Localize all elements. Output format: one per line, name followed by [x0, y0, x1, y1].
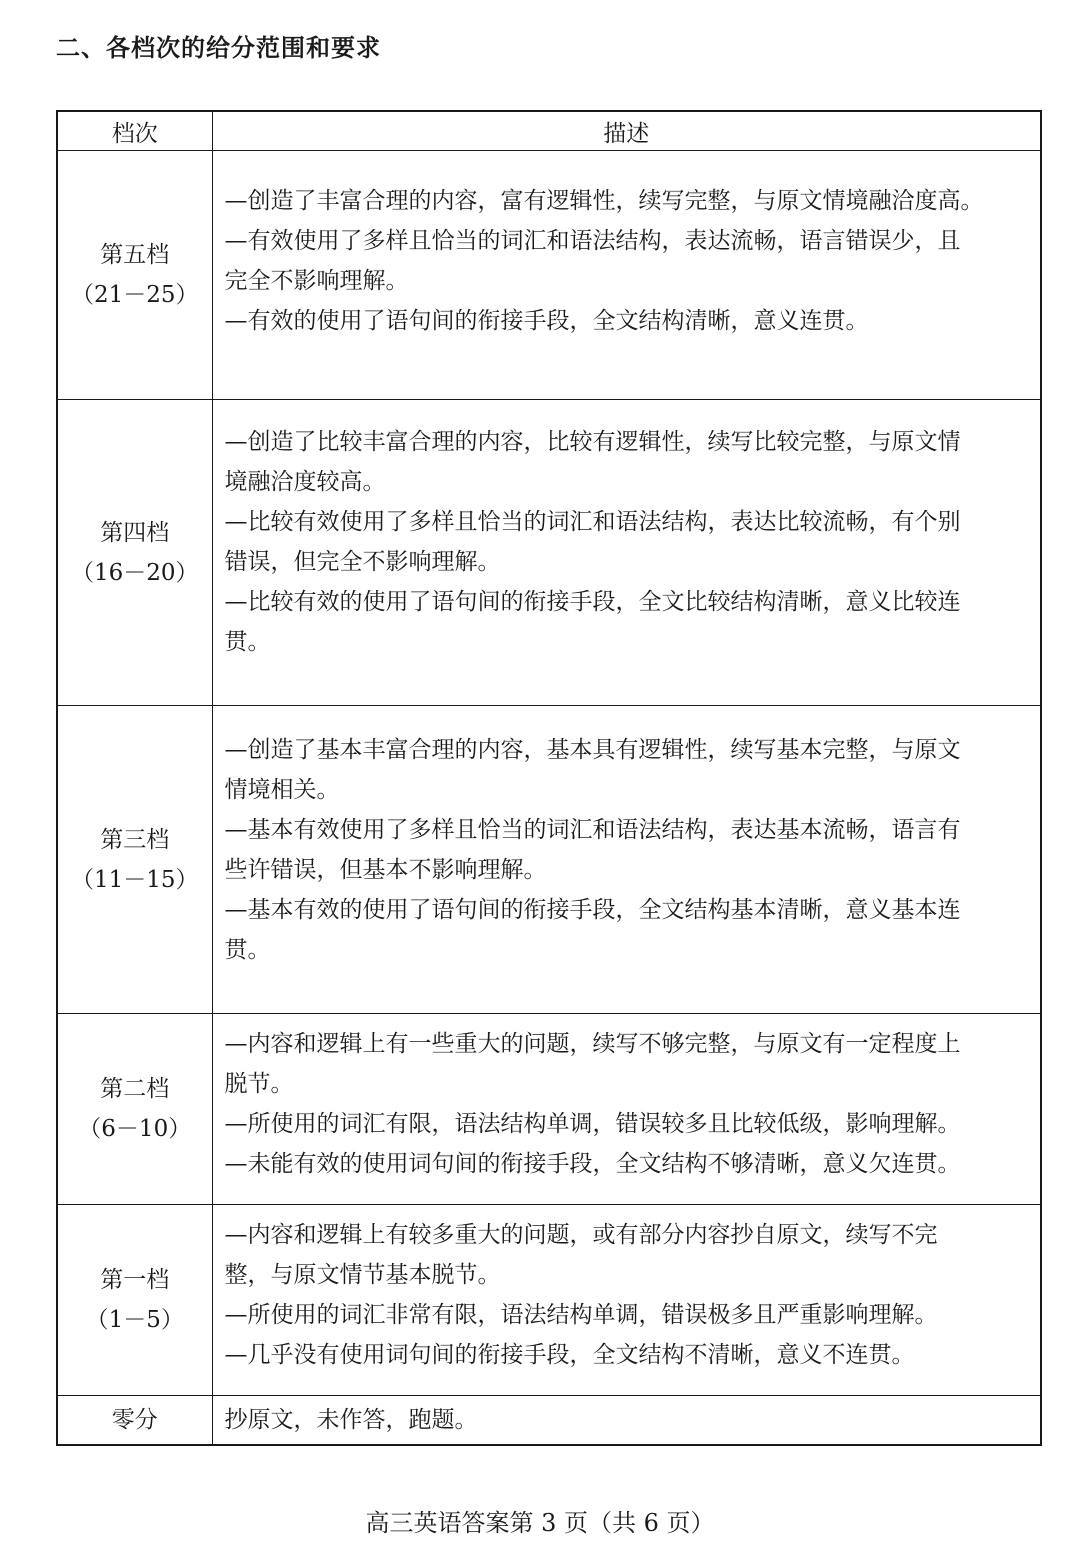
description-line: 抄原文，未作答，跑题。: [224, 1407, 478, 1433]
description-cell: [212, 1014, 1041, 1205]
level-name: 第二档: [100, 1076, 170, 1102]
description-line: 贯。: [224, 629, 271, 655]
level-range: （16－20）: [70, 559, 199, 586]
description-line: —所使用的词汇有限，语法结构单调，错误较多且比较低级，影响理解。: [224, 1111, 961, 1137]
description-line: —未能有效的使用词句间的衔接手段，全文结构不够清晰，意义欠连贯。: [224, 1151, 961, 1177]
description-line: 情境相关。: [224, 777, 340, 803]
description-line: 错误，但完全不影响理解。: [224, 549, 501, 575]
table-row-level-5: [57, 151, 1041, 400]
description-line: —内容和逻辑上有一些重大的问题，续写不够完整，与原文有一定程度上: [224, 1031, 961, 1057]
level-name: 第一档: [100, 1267, 170, 1293]
description-line: 完全不影响理解。: [224, 268, 409, 294]
description-line: —比较有效的使用了语句间的衔接手段，全文比较结构清晰，意义比较连: [224, 589, 961, 615]
description-cell: [212, 400, 1041, 706]
description-line: —所使用的词汇非常有限，语法结构单调，错误极多且严重影响理解。: [224, 1302, 938, 1328]
table-header-row: [57, 111, 1041, 151]
level-name: 第三档: [100, 826, 170, 853]
description-line: —创造了丰富合理的内容，富有逻辑性，续写完整，与原文情境融洽度高。: [224, 188, 984, 214]
description-line: —有效使用了多样且恰当的词汇和语法结构，表达流畅，语言错误少，且: [224, 228, 961, 254]
page-footer: 高三英语答案第 3 页（共 6 页）: [365, 1509, 715, 1537]
table-row-level-4: [57, 400, 1041, 706]
description-line: —有效的使用了语句间的衔接手段，全文结构清晰，意义连贯。: [224, 308, 869, 334]
level-name: 第五档: [100, 242, 170, 268]
scoring-rubric-table: [56, 110, 1042, 1446]
section-title: 二、各档次的给分范围和要求: [56, 34, 381, 62]
level-name: 第四档: [100, 519, 170, 546]
description-line: —比较有效使用了多样且恰当的词汇和语法结构，表达比较流畅，有个别: [224, 509, 961, 535]
level-range: （11－15）: [70, 866, 199, 893]
description-cell: [212, 706, 1041, 1014]
level-cell: [57, 1396, 212, 1446]
description-line: 境融洽度较高。: [224, 469, 386, 495]
table-row-level-3: [57, 706, 1041, 1014]
description-line: 些许错误，但基本不影响理解。: [224, 857, 547, 883]
description-line: —内容和逻辑上有较多重大的问题，或有部分内容抄自原文，续写不完: [224, 1222, 938, 1248]
level-range: （1－5）: [85, 1307, 184, 1333]
level-name: 零分: [111, 1407, 158, 1433]
level-cell: [57, 1014, 212, 1205]
table-row-level-1: [57, 1205, 1041, 1396]
description-line: —几乎没有使用词句间的衔接手段，全文结构不清晰，意义不连贯。: [224, 1342, 915, 1368]
description-line: —创造了基本丰富合理的内容，基本具有逻辑性，续写基本完整，与原文: [224, 737, 961, 763]
description-line: —基本有效使用了多样且恰当的词汇和语法结构，表达基本流畅，语言有: [224, 817, 961, 843]
header-description: 描述: [212, 111, 1041, 151]
level-range: （21－25）: [70, 282, 199, 308]
description-line: 整，与原文情节基本脱节。: [224, 1262, 501, 1288]
table-row-zero: [57, 1396, 1041, 1446]
level-cell: [57, 706, 212, 1014]
description-cell: [212, 151, 1041, 400]
description-cell: [212, 1396, 1041, 1446]
description-line: —基本有效的使用了语句间的衔接手段，全文结构基本清晰，意义基本连: [224, 897, 961, 923]
description-line: —创造了比较丰富合理的内容，比较有逻辑性，续写比较完整，与原文情: [224, 429, 961, 455]
description-line: 贯。: [224, 937, 271, 963]
header-level: 档次: [57, 111, 212, 151]
level-cell: [57, 151, 212, 400]
description-cell: [212, 1205, 1041, 1396]
level-range: （6－10）: [78, 1116, 192, 1142]
table-row-level-2: [57, 1014, 1041, 1205]
level-cell: [57, 1205, 212, 1396]
level-cell: [57, 400, 212, 706]
description-line: 脱节。: [224, 1071, 294, 1097]
